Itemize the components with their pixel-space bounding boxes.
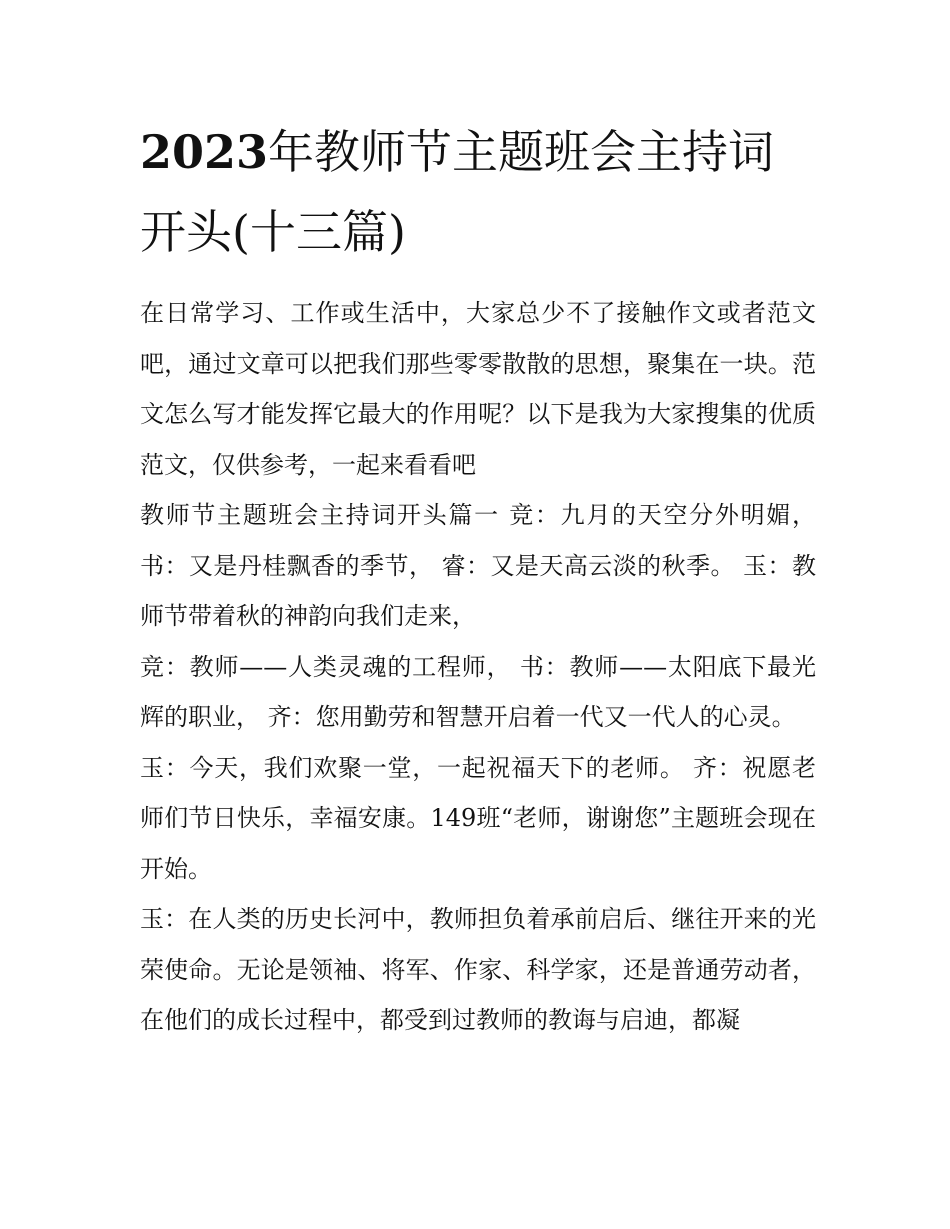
- paragraph-intro: 在日常学习、工作或生活中，大家总少不了接触作文或者范文吧，通过文章可以把我们那些零零散散的思想，聚集在一块。范文怎么写才能发挥它最大的作用呢？以下是我为大家搜集的优质范文，仅供参考，一起来看看吧: [140, 299, 816, 479]
- paragraph-4: 玉：在人类的历史长河中，教师担负着承前启后、继往开来的光荣使命。无论是领袖、将军、作家、科学家，还是普通劳动者，在他们的成长过程中，都受到过教师的教诲与启迪，都凝: [140, 905, 816, 1034]
- paragraph-3: 玉：今天，我们欢聚一堂，一起祝福天下的老师。 齐：祝愿老师们节日快乐，幸福安康。149班“老师，谢谢您”主题班会现在开始。: [140, 753, 816, 883]
- paragraph-2: 竞：教师——人类灵魂的工程师， 书：教师——太阳底下最光辉的职业， 齐：您用勤劳和智慧开启着一代又一代人的心灵。: [140, 652, 816, 731]
- title-year: 2023: [140, 125, 269, 179]
- document-body: [140, 112, 816, 1046]
- title-text: 年教师节主题班会主持词开头(十三篇): [140, 125, 775, 259]
- document-title: [140, 112, 816, 272]
- paragraph-1: 教师节主题班会主持词开头篇一 竞：九月的天空分外明媚， 书：又是丹桂飘香的季节， 睿：又是天高云淡的秋季。 玉：教师节带着秋的神韵向我们走来，: [140, 501, 816, 630]
